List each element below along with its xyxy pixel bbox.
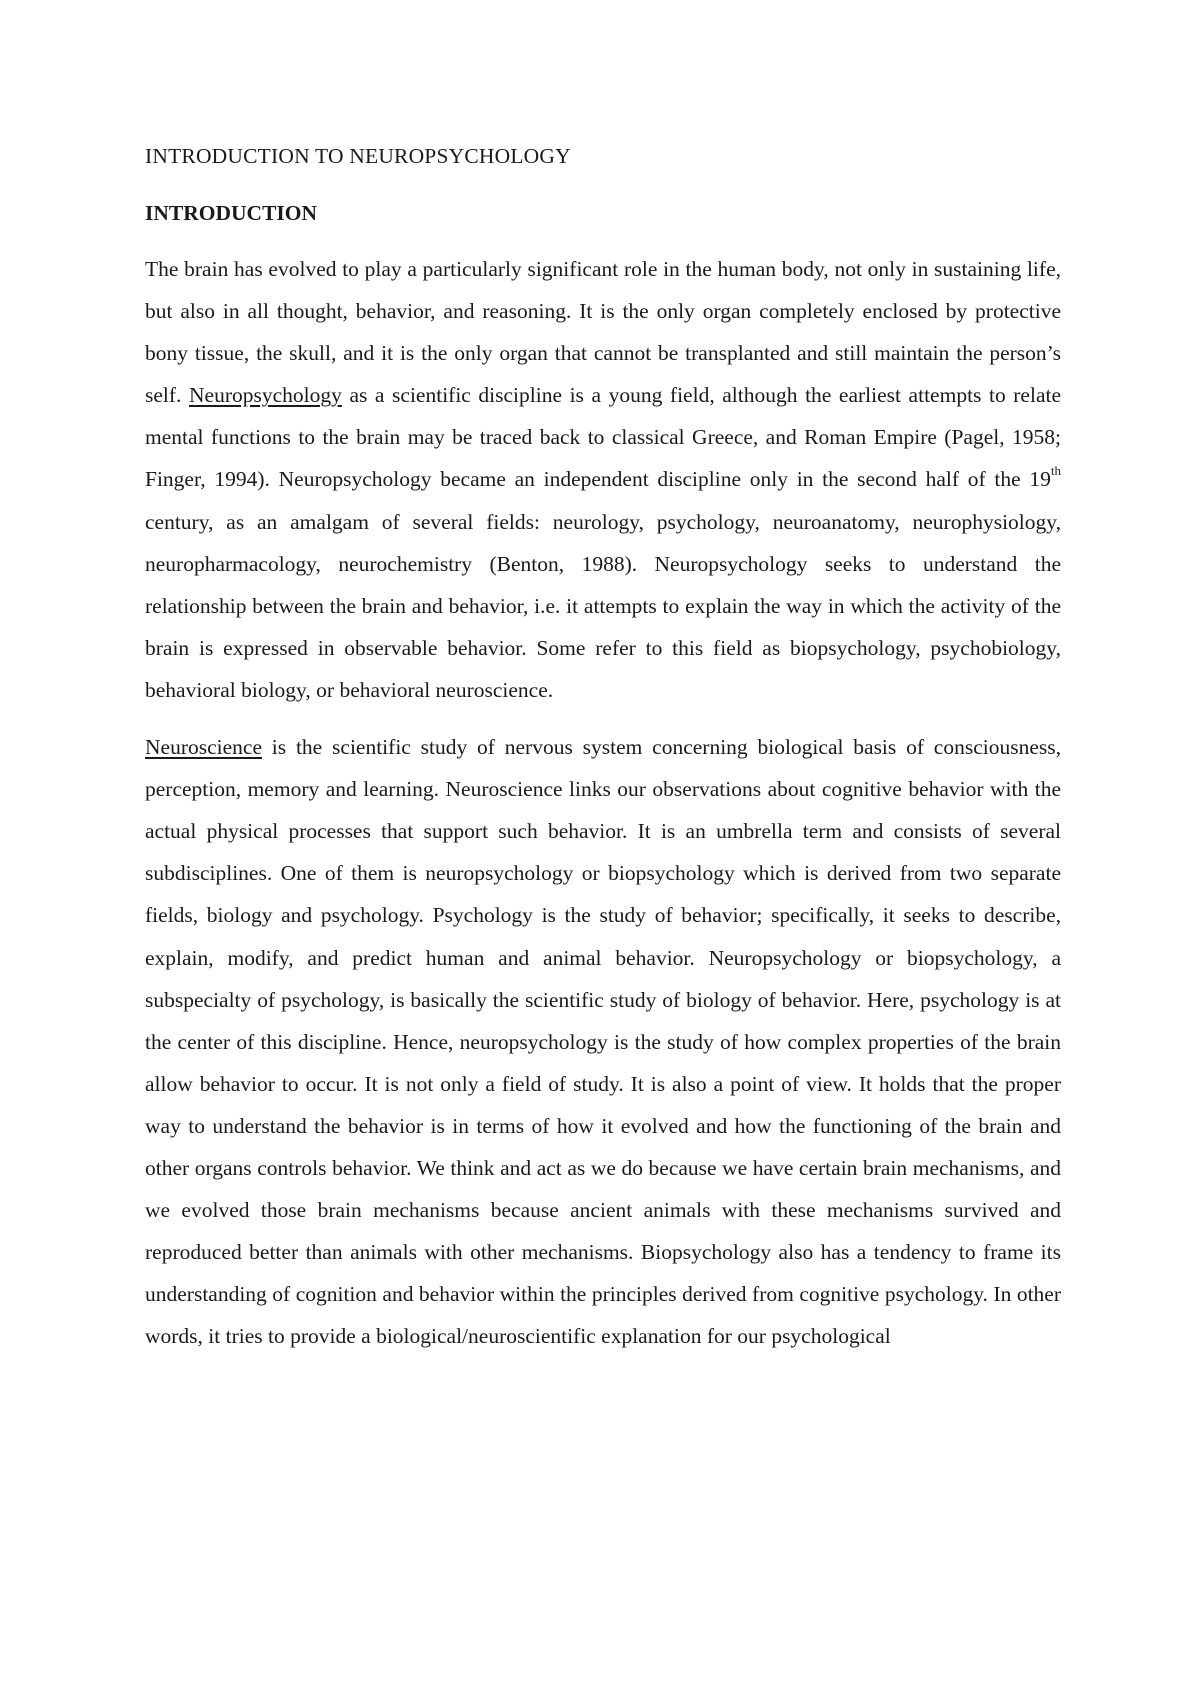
paragraph2-text: is the scientific study of nervous system concerning biological basis of consciousness, perception, memory and learning. Neuroscience links our observations about cognitive behavior with the actual physical processes that support such behavior. It is an umbrella term and consists of several subdisciplines. One of them is neuropsychology or biopsychology which is derived from two separate fields, biology and psychology. Psychology is the study of behavior; specifically, it seeks to describe, explain, modify, and predict human and animal behavior. Neuropsychology or biopsychology, a subspecialty of psychology, is basically the scientific study of biology of behavior. Here, psychology is at the center of this discipline. Hence, neuropsychology is the study of how complex properties of the brain allow behavior to occur. It is not only a field of study. It is also a point of view. It holds that the proper way to understand the behavior is in terms of how it evolved and how the functioning of the brain and other organs controls behavior. We think and act as we do because we have certain brain mechanisms, and we evolved those brain mechanisms because ancient animals with these mechanisms survived and reproduced better than animals with other mechanisms. Biopsychology also has a tendency to frame its understanding of cognition and behavior within the principles derived from cognitive psychology. In other words, it tries to provide a biological/neuroscientific explanation for our psychological: [145, 735, 1061, 1349]
document-title: INTRODUCTION TO NEUROPSYCHOLOGY: [145, 144, 571, 168]
ordinal-superscript: th: [1050, 463, 1061, 479]
paragraph1-text-part2: as a scientific discipline is a young field, although the earliest attempts to relate mental functions to the brain may be traced back to classical Greece, and Roman Empire (Pagel, 1958; Finger, 1994). Neuropsychology became an independent discipline only in the second half of the 19: [145, 383, 1062, 492]
document-body: [145, 143, 1061, 1357]
term-neuroscience: Neuroscience: [145, 735, 262, 760]
paragraph-neuroscience: [145, 726, 1061, 1357]
section-heading: INTRODUCTION: [145, 201, 318, 225]
paragraph1-text-part1: The brain has evolved to play a particularly significant role in the human body, not only in sustaining life, but also in all thought, behavior, and reasoning. It is the only organ completely enclosed by protective bony tissue, the skull, and it is the only organ that cannot be transplanted and still maintain the person’s self.: [145, 257, 1061, 408]
paragraph1-text-part3: century, as an amalgam of several fields: neurology, psychology, neuroanatomy, neurophysiology, neuropharmacology, neurochemistry (Benton, 1988). Neuropsychology seeks to understand the relationship between the brain and behavior, i.e. it attempts to explain the way in which the activity of the brain is expressed in observable behavior. Some refer to this field as biopsychology, psychobiology, behavioral biology, or behavioral neuroscience.: [145, 509, 1061, 702]
paragraph-brain-and-neuropsychology: [145, 248, 1061, 711]
term-neuropsychology: Neuropsychology: [189, 383, 342, 408]
